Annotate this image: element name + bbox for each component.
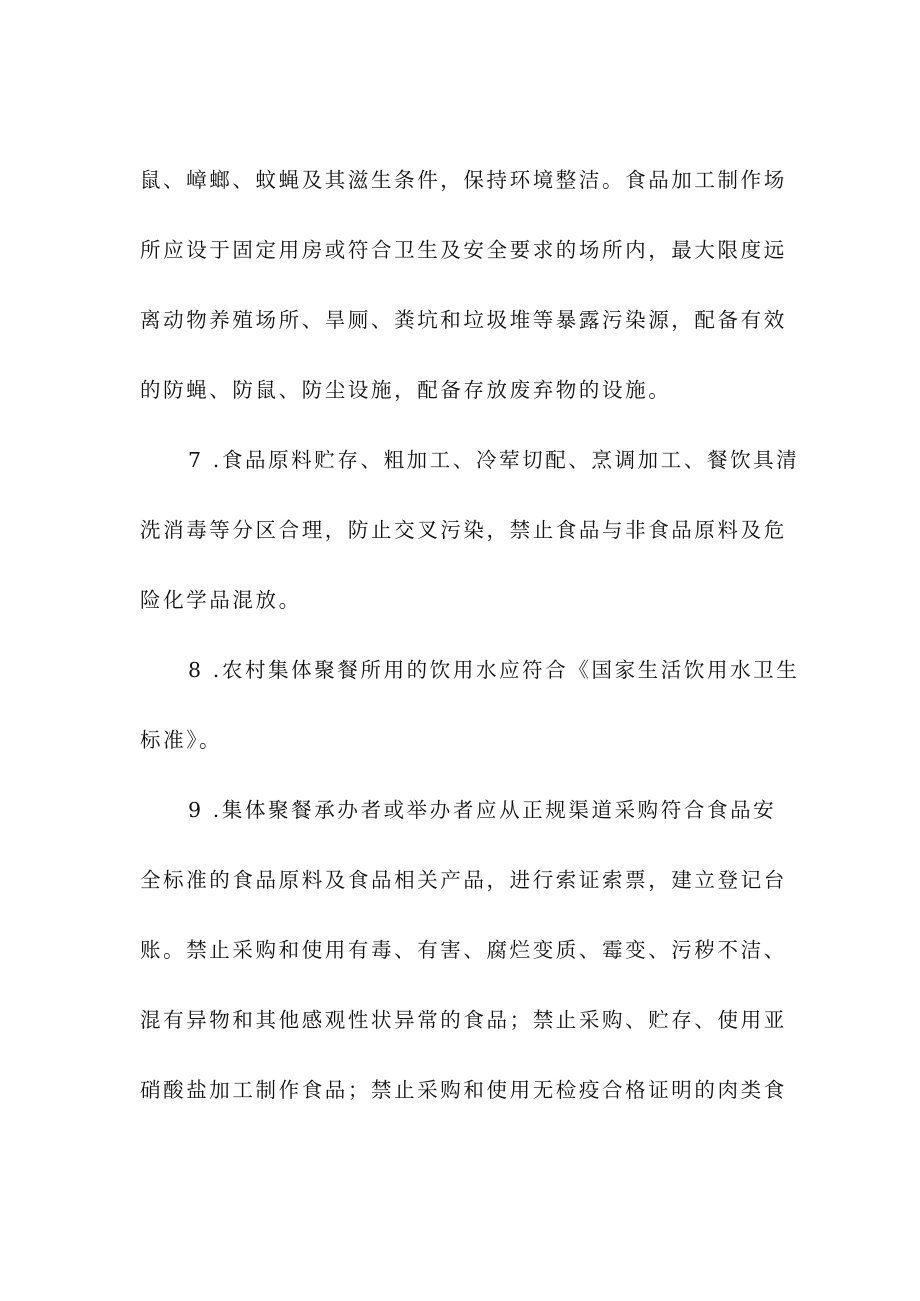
text-line: 洗消毒等分区合理，防止交叉污染，禁止食品与非食品原料及危 <box>140 518 787 542</box>
paragraph-8-start: 8 .农村集体聚餐所用的饮用水应符合《国家生活饮用水卫生 <box>188 658 800 682</box>
paragraph-7-start: 7 .食品原料贮存、粗加工、冷荤切配、烹调加工、餐饮具清 <box>188 448 800 472</box>
text-line: 混有异物和其他感观性状异常的食品；禁止采购、贮存、使用亚 <box>140 1008 787 1032</box>
text-line: 险化学品混放。 <box>140 588 302 612</box>
text-line: 的防蝇、防鼠、防尘设施，配备存放废弃物的设施。 <box>140 378 672 402</box>
text-line: 离动物养殖场所、旱厕、粪坑和垃圾堆等暴露污染源，配备有效 <box>140 308 787 332</box>
text-line: 标准》。 <box>140 728 223 752</box>
text-line: 账。禁止采购和使用有毒、有害、腐烂变质、霉变、污秽不洁、 <box>140 938 787 962</box>
text-line: 鼠、嶂螂、蚊蝇及其滋生条件，保持环境整洁。食品加工制作场 <box>140 168 787 192</box>
text-line: 硝酸盐加工制作食品；禁止采购和使用无检疫合格证明的肉类食 <box>140 1078 787 1102</box>
text-line: 全标准的食品原料及食品相关产品，进行索证索票，建立登记台 <box>140 868 787 892</box>
document-body <box>140 145 800 1125</box>
text-line: 所应设于固定用房或符合卫生及安全要求的场所内，最大限度远 <box>140 238 787 262</box>
paragraph-9-start: 9 .集体聚餐承办者或举办者应从正规渠道采购符合食品安 <box>188 798 777 822</box>
